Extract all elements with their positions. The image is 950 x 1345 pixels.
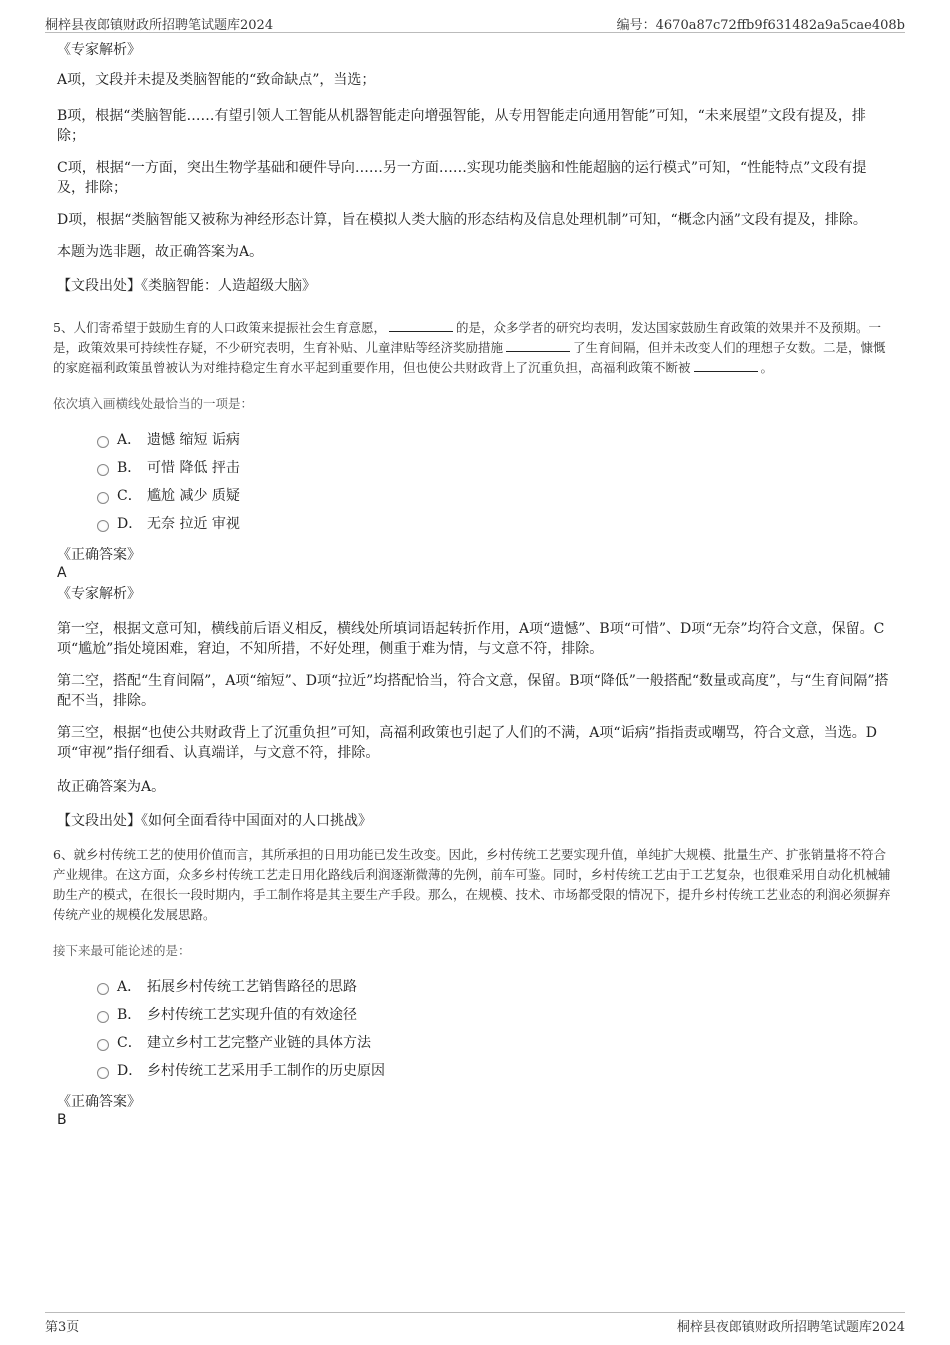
option-text: 拓展乡村传统工艺销售路径的思路 bbox=[147, 979, 357, 995]
radio-icon[interactable] bbox=[97, 436, 109, 448]
footer-title: 桐梓县夜郎镇财政所招聘笔试题库2024 bbox=[676, 1320, 905, 1335]
option-d[interactable] bbox=[97, 510, 893, 538]
option-c[interactable] bbox=[97, 1029, 893, 1057]
option-letter: C． bbox=[117, 1035, 142, 1051]
radio-icon[interactable] bbox=[97, 464, 109, 476]
question-text: 6、就乡村传统工艺的使用价值而言，其所承担的日用功能已发生改变。因此，乡村传统工艺要实现升值，单纯扩大规模、批量生产、扩张销量将不符合产业规律。在这方面，众多乡村传统工艺走日用化路线后利润逐渐微薄的先例，前车可鉴。同时，乡村传统工艺由于工艺复杂，也很难采用自动化机械辅助生产的模式，在很长一段时期内，手工制作将是其主要生产手段。那么，在规模、技术、市场都受限的情况下，提升乡村传统工艺业态的利润必须摒弃传统产业的规模化发展思路。 bbox=[53, 847, 891, 922]
options-list bbox=[97, 426, 893, 538]
question-6 bbox=[53, 845, 893, 1129]
fill-blank bbox=[506, 339, 570, 352]
radio-icon[interactable] bbox=[97, 1039, 109, 1051]
analysis-paragraph: A项，文段并未提及类脑智能的“致命缺点”，当选； bbox=[57, 72, 376, 88]
correct-answer: A bbox=[57, 565, 67, 581]
option-letter: D． bbox=[117, 516, 143, 532]
option-letter: B． bbox=[117, 1007, 142, 1023]
fill-blank bbox=[389, 319, 453, 332]
option-a[interactable] bbox=[97, 426, 893, 454]
option-b[interactable] bbox=[97, 1001, 893, 1029]
radio-icon[interactable] bbox=[97, 520, 109, 532]
options-list bbox=[97, 973, 893, 1085]
question-text-part: 的是，众多学者的研究均表明，发达国家鼓励生育政策的效果并不及预期。一是，政策效果可持续性存疑，不少研究表明，生育补贴、儿童津贴等经济奖励措施 bbox=[53, 320, 881, 355]
radio-icon[interactable] bbox=[97, 983, 109, 995]
option-letter: C． bbox=[117, 488, 142, 504]
page-header bbox=[45, 12, 905, 33]
text-source: 【文段出处】《类脑智能：人造超级大脑》 bbox=[57, 278, 316, 294]
analysis-conclusion: 故正确答案为A。 bbox=[57, 779, 166, 795]
page-footer bbox=[45, 1312, 905, 1335]
radio-icon[interactable] bbox=[97, 492, 109, 504]
analysis-paragraph: C项，根据“一方面，突出生物学基础和硬件导向……另一方面……实现功能类脑和性能超脑的运行模式”可知，“性能特点”文段有提及，排除； bbox=[57, 160, 867, 196]
expert-analysis-title: 《专家解析》 bbox=[57, 42, 141, 58]
option-text: 可惜 降低 抨击 bbox=[147, 460, 240, 476]
header-title: 桐梓县夜郎镇财政所招聘笔试题库2024 bbox=[45, 18, 274, 33]
question-prompt: 接下来最可能论述的是： bbox=[53, 943, 191, 958]
option-letter: D． bbox=[117, 1063, 143, 1079]
question-prompt: 依次填入画横线处最恰当的一项是： bbox=[53, 396, 254, 411]
expert-analysis-title: 《专家解析》 bbox=[57, 586, 141, 602]
option-letter: A． bbox=[117, 432, 142, 448]
option-d[interactable] bbox=[97, 1057, 893, 1085]
radio-icon[interactable] bbox=[97, 1011, 109, 1023]
correct-answer: B bbox=[57, 1112, 67, 1128]
option-a[interactable] bbox=[97, 973, 893, 1001]
expert-analysis-prev bbox=[57, 40, 893, 296]
analysis-paragraph: B项，根据“类脑智能……有望引领人工智能从机器智能走向增强智能，从专用智能走向通用智能”可知，“未来展望”文段有提及，排除； bbox=[57, 108, 866, 144]
radio-icon[interactable] bbox=[97, 1067, 109, 1079]
option-text: 遗憾 缩短 诟病 bbox=[147, 432, 240, 448]
correct-answer-title: 《正确答案》 bbox=[57, 1094, 141, 1110]
question-text-part: 了生育间隔，但并未改变人们的理想子女数。二是，慷慨的家庭福利政策虽曾被认为对维持稳定生育水平起到重要作用，但也使公共财政背上了沉重负担，高福利政策不断被 bbox=[53, 340, 886, 375]
option-letter: A． bbox=[117, 979, 142, 995]
question-5 bbox=[53, 318, 893, 831]
question-text-part: 。 bbox=[760, 360, 774, 375]
text-source: 【文段出处】《如何全面看待中国面对的人口挑战》 bbox=[57, 813, 372, 829]
page-number: 第3页 bbox=[45, 1320, 80, 1335]
page-content bbox=[53, 40, 893, 1129]
analysis-paragraph: D项，根据“类脑智能又被称为神经形态计算，旨在模拟人类大脑的形态结构及信息处理机制”可知，“概念内涵”文段有提及，排除。 bbox=[57, 212, 867, 228]
analysis-conclusion: 本题为选非题，故正确答案为A。 bbox=[57, 244, 264, 260]
question-text-part: 5、人们寄希望于鼓励生育的人口政策来提振社会生育意愿， bbox=[53, 320, 386, 335]
analysis-paragraph: 第二空，搭配“生育间隔”，A项“缩短”、D项“拉近”均搭配恰当，符合文意，保留。B项“降低”一般搭配“数量或高度”，与“生育间隔”搭配不当，排除。 bbox=[57, 673, 889, 709]
fill-blank bbox=[694, 359, 758, 372]
option-text: 乡村传统工艺实现升值的有效途径 bbox=[147, 1007, 357, 1023]
option-c[interactable] bbox=[97, 482, 893, 510]
option-text: 乡村传统工艺采用手工制作的历史原因 bbox=[147, 1063, 385, 1079]
option-text: 尴尬 减少 质疑 bbox=[147, 488, 240, 504]
question-text bbox=[53, 318, 893, 378]
option-b[interactable] bbox=[97, 454, 893, 482]
header-doc-id: 编号：4670a87c72ffb9f631482a9a5cae408b bbox=[616, 18, 905, 33]
analysis-paragraph: 第一空，根据文意可知，横线前后语义相反，横线处所填词语起转折作用，A项“遗憾”、B项“可惜”、D项“无奈”均符合文意，保留。C项“尴尬”指处境困难，窘迫，不知所措，不好处理，侧重于难为情，与文意不符，排除。 bbox=[57, 621, 885, 657]
option-text: 建立乡村工艺完整产业链的具体方法 bbox=[147, 1035, 371, 1051]
option-letter: B． bbox=[117, 460, 142, 476]
option-text: 无奈 拉近 审视 bbox=[147, 516, 240, 532]
analysis-paragraph: 第三空，根据“也使公共财政背上了沉重负担”可知，高福利政策也引起了人们的不满，A项“诟病”指指责或嘲骂，符合文意，当选。D项“审视”指仔细看、认真端详，与文意不符，排除。 bbox=[57, 725, 877, 761]
correct-answer-title: 《正确答案》 bbox=[57, 547, 141, 563]
